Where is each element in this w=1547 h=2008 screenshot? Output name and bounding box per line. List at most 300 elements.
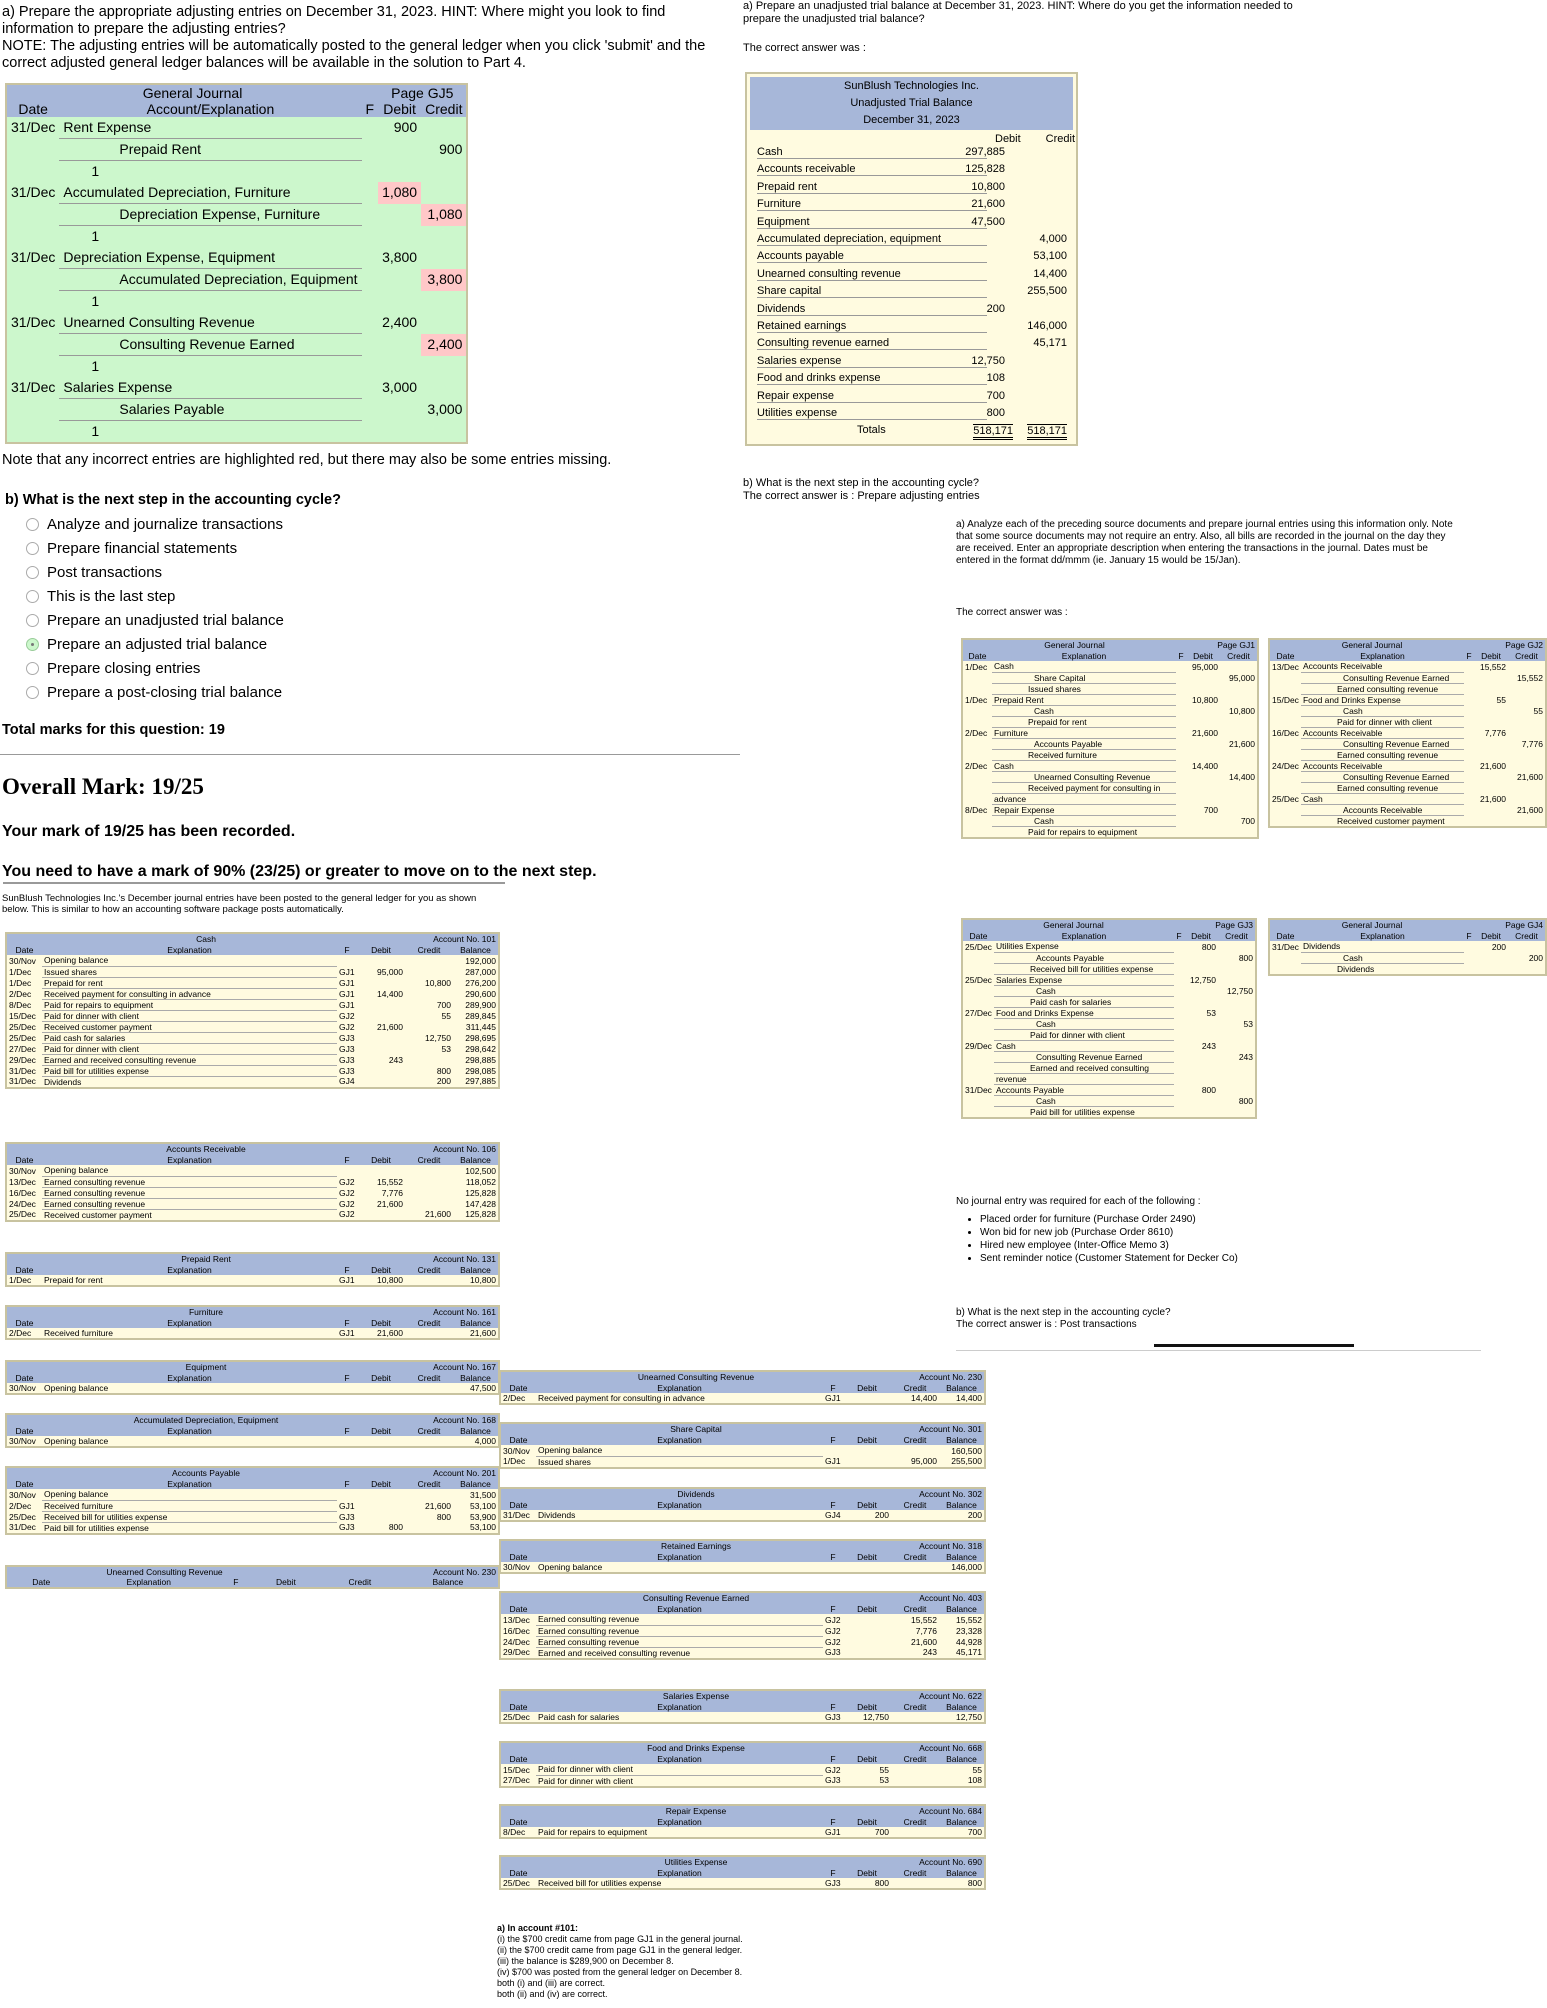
journal-row [962,793,1258,804]
entry-date [6,421,59,444]
post-ref [1464,716,1474,727]
entry-account: Accounts Payable [994,952,1174,963]
debit-account[interactable]: Salaries Expense [59,377,361,399]
ledger-ref: GJ1 [825,1393,841,1403]
entry-description[interactable]: 1 [59,291,361,313]
debit-account[interactable]: Rent Expense [59,117,361,139]
ledger-row [500,1562,985,1573]
credit-amount: 200 [1528,952,1543,963]
posted-note-line: below. This is similar to how an accounting software package posts automatically. [2,904,344,915]
ledger-explanation: Received furniture [42,1500,337,1511]
post-ref [1174,952,1184,963]
ledger-col-expl: Explanation [536,1867,823,1878]
credit-account[interactable]: Prepaid Rent [59,139,361,161]
ledger-balance: 53,100 [470,1500,496,1511]
debit-amount [1474,804,1508,815]
entry-account: Cash [994,1018,1174,1029]
ledger-credit: 21,600 [425,1209,451,1220]
radio-button[interactable] [26,566,39,579]
credit-amount [1508,782,1546,793]
footer-line: (i) the $700 credit came from page GJ1 in the general journal. [497,1934,743,1944]
ledger-account-number: Account No. 201 [405,1467,499,1478]
ledger-debit [357,1165,405,1176]
entry-date[interactable]: 31/Dec [6,377,59,399]
ledger-explanation: Paid for dinner with client [536,1775,823,1787]
entry-account: Cash [992,661,1176,672]
post-ref [1176,782,1186,793]
ledger-credit [405,1165,453,1176]
entry-date: 1/Dec [965,694,988,705]
ledger-explanation: Received bill for utilities expense [536,1878,823,1889]
ledger-account-name: Unearned Consulting Revenue [500,1371,891,1382]
journal-row [1269,815,1546,827]
entry-date[interactable]: 31/Dec [6,312,59,334]
ledger-explanation: Received customer payment [42,1209,337,1221]
ledger-date: 30/Nov [503,1562,530,1572]
ledger-credit [891,1712,939,1723]
entry-account: Paid for dinner with client [994,1029,1174,1040]
debit-amount[interactable]: 900 [378,117,421,139]
ledger-col-date: Date [500,1816,536,1827]
ledger-credit [405,1021,453,1032]
tb-credit: 255,500 [1027,285,1067,298]
post-ref [1174,1040,1184,1051]
ledger-col-expl: Explanation [536,1382,823,1393]
entry-date [962,1029,994,1040]
ledger-explanation: Earned consulting revenue [536,1636,823,1647]
option-item[interactable] [26,560,284,584]
credit-amount[interactable]: 1,080 [421,204,467,226]
ledger-account-name: Salaries Expense [500,1690,891,1701]
radio-button[interactable] [26,590,39,603]
entry-account: Consulting Revenue Earned [1301,738,1464,749]
ledger-row [6,1198,499,1209]
credit-amount: 800 [1238,1095,1253,1106]
ledger-account-number: Account No. 684 [891,1805,985,1816]
ledger-balance: 125,828 [465,1187,496,1198]
totals-label: Totals [857,424,886,437]
ledger-debit [357,1500,405,1511]
journal-row [1269,738,1546,749]
ledger-row [6,1043,499,1054]
credit-account[interactable]: Depreciation Expense, Furniture [59,204,361,226]
entry-account: Earned consulting revenue [1301,683,1464,694]
entry-description[interactable]: 1 [59,421,361,444]
ledger-ref [337,1436,357,1447]
credit-amount [1220,694,1258,705]
ledger-col-date: Date [6,1577,75,1588]
option-label: Prepare financial statements [47,539,238,557]
radio-button[interactable] [26,686,39,699]
ledger-col-date: Date [500,1434,536,1445]
ledger-date: 16/Dec [9,1187,36,1198]
tb-row [757,355,1067,371]
journal-row [962,941,1256,952]
debit-amount: 55 [1496,694,1506,705]
debit-amount [1186,826,1220,838]
ledger-debit: 800 [388,1522,403,1533]
credit-account[interactable]: Accumulated Depreciation, Equipment [59,269,361,291]
journal-row [1269,771,1546,782]
option-item[interactable] [26,680,284,704]
entry-date [962,1106,994,1118]
ledger-balance: 298,885 [465,1054,496,1065]
ledger-date: 30/Nov [9,1165,36,1176]
entry-account: Received customer payment [1301,815,1464,827]
ledger-account-number: Account No. 403 [891,1592,985,1603]
ledger-balance: 276,200 [465,977,496,988]
ledger-debit: 14,400 [377,988,403,999]
tb-account: Share capital [757,285,987,298]
entry-account: Repair Expense [992,804,1176,815]
ledger-date: 8/Dec [9,999,32,1010]
entry-date [6,356,59,378]
credit-amount[interactable]: 900 [421,139,467,161]
ledger-account-name: Prepaid Rent [6,1253,405,1264]
tb-account: Salaries expense [757,355,987,368]
ledger-balance: 297,885 [465,1076,496,1087]
journal-row [962,1095,1256,1106]
ledger-ref [823,1445,843,1456]
tb-row [757,337,1067,353]
entry-date[interactable]: 31/Dec [6,117,59,139]
entry-date: 25/Dec [1272,793,1299,804]
ledger-account-number: Account No. 167 [405,1361,499,1372]
ledger-ref: GJ1 [339,988,355,999]
ledger-account [5,932,500,1089]
ledger-row [6,1328,499,1339]
ledger-col-debit: Debit [843,1551,891,1562]
credit-amount[interactable] [421,377,467,399]
credit-amount [1218,963,1256,974]
option-item[interactable] [26,512,284,536]
option-label: Prepare closing entries [47,659,201,677]
ledger-date: 27/Dec [503,1775,530,1786]
debit-amount[interactable] [378,139,421,161]
journal-debit-row [6,312,467,334]
credit-amount[interactable] [421,117,467,139]
ledger-balance: 4,000 [474,1436,496,1446]
credit-amount [1218,1062,1256,1073]
entry-date[interactable] [6,334,59,356]
credit-amount [1220,683,1258,694]
post-ref [1176,804,1186,815]
ledger-debit [357,955,405,966]
ledger-balance: 102,500 [465,1165,496,1176]
post-ref [1464,661,1474,672]
ledger-explanation: Received payment for consulting in advance [536,1393,823,1404]
credit-amount[interactable]: 3,800 [421,269,467,291]
post-ref [1464,683,1474,694]
debit-amount [1184,1073,1218,1084]
ledger-account-name: Equipment [6,1361,405,1372]
ledger-row [6,1489,499,1500]
ledger-credit [405,1187,453,1198]
ledger-row [500,1878,985,1889]
debit-amount[interactable]: 1,080 [378,182,421,204]
credit-account[interactable]: Salaries Payable [59,399,361,421]
ledger-date: 30/Nov [9,955,36,966]
tb-row [757,198,1067,214]
entry-date [6,291,59,313]
ledger-row [6,1383,499,1394]
entry-account: Utilities Expense [994,941,1174,952]
ledger-col-date: Date [6,1372,42,1383]
credit-account[interactable]: Consulting Revenue Earned [59,334,361,356]
ledger-col-date: Date [500,1551,536,1562]
ledger-account-name: Cash [6,933,405,944]
ledger-row [500,1636,985,1647]
debit-account[interactable]: Unearned Consulting Revenue [59,312,361,334]
entry-description[interactable]: 1 [59,161,361,183]
ledger-balance: 298,695 [465,1032,496,1043]
entry-date[interactable]: 31/Dec [6,247,59,269]
tb-account: Prepaid rent [757,181,987,194]
col-date: Date [6,101,59,117]
journal-row [962,804,1258,815]
journal-title: General Journal [962,919,1184,930]
entry-date[interactable] [6,204,59,226]
credit-amount: 10,800 [1229,705,1255,716]
ledger-row [500,1510,985,1521]
post-ref [362,117,379,139]
ledger-account-number: Account No. 106 [405,1143,499,1154]
entry-date[interactable]: 31/Dec [6,182,59,204]
entry-description[interactable]: 1 [59,356,361,378]
ledger-date: 25/Dec [9,1511,36,1522]
debit-amount [1186,716,1220,727]
entry-account: Paid for repairs to equipment [992,826,1176,838]
post-ref [1174,1062,1184,1073]
post-ref [1176,815,1186,826]
debit-account[interactable]: Accumulated Depreciation, Furniture [59,182,361,204]
ledger-explanation: Paid cash for salaries [536,1712,823,1723]
ledger-row [6,1436,499,1447]
debit-amount[interactable] [378,334,421,356]
radio-button[interactable] [26,638,39,651]
no-entry-item: • Won bid for new job (Purchase Order 8610) [980,1226,1238,1239]
entry-account: Cash [1301,705,1464,716]
entry-date [1269,738,1301,749]
ledger-debit [843,1445,891,1456]
entry-account: Received furniture [992,749,1176,760]
option-item[interactable] [26,608,284,632]
option-item[interactable] [26,656,284,680]
ledger-col-expl: Explanation [42,1478,337,1489]
posted-note [2,893,476,915]
post-ref [362,334,379,356]
entry-account: Cash [1301,952,1464,963]
debit-account[interactable]: Depreciation Expense, Equipment [59,247,361,269]
credit-amount[interactable] [421,247,467,269]
tb-account: Food and drinks expense [757,372,987,385]
total-debit: 518,171 [973,424,1013,440]
ledger-col-expl: Explanation [536,1816,823,1827]
ledger-debit [357,999,405,1010]
tb-credit: 53,100 [1033,250,1067,263]
credit-amount [1508,683,1546,694]
ledger-col-debit: Debit [357,1154,405,1165]
ledger-ref: GJ3 [825,1775,841,1786]
radio-button[interactable] [26,542,39,555]
journal-desc-row [6,161,467,183]
entry-account: Earned consulting revenue [1301,749,1464,760]
credit-amount [1220,749,1258,760]
journal-row [962,1084,1256,1095]
total-credit: 518,171 [1027,424,1067,440]
ledger-account [499,1487,986,1522]
debit-amount[interactable] [378,399,421,421]
radio-button[interactable] [26,614,39,627]
col-date: Date [1269,650,1301,661]
ledger-row [6,1010,499,1021]
ledger-ref: GJ2 [339,1010,355,1021]
ledger-col-debit: Debit [357,1317,405,1328]
post-ref [1174,974,1184,985]
credit-amount[interactable] [421,182,467,204]
ledger-col-balance: Balance [453,1478,499,1489]
ledger-account-name: Food and Drinks Expense [500,1742,891,1753]
entry-date[interactable] [6,399,59,421]
post-ref [1464,771,1474,782]
debit-amount[interactable]: 2,400 [378,312,421,334]
tb-row [757,285,1067,301]
ledger-account [5,1252,500,1287]
debit-amount [1186,672,1220,683]
debit-amount[interactable]: 3,800 [378,247,421,269]
ledger-credit: 14,400 [911,1393,937,1403]
ledger-balance: 44,928 [956,1636,982,1647]
ledger-credit: 7,776 [915,1625,937,1636]
instruction-line: are received. Enter an appropriate description when entering the transactions in the journal. Dates must be [956,543,1428,554]
ledger-explanation: Earned consulting revenue [42,1198,337,1209]
ledger-debit: 700 [874,1827,889,1837]
journal-row [962,974,1256,985]
debit-amount [1186,705,1220,716]
debit-amount[interactable] [378,204,421,226]
entry-date[interactable] [6,139,59,161]
tb-account: Repair expense [757,390,987,403]
tb-account: Accumulated depreciation, equipment [757,233,987,246]
divider [956,1350,1481,1351]
journal-credit-row [6,204,467,226]
debit-amount [1474,716,1508,727]
ledger-ref: GJ1 [339,999,355,1010]
question-a-line: a) Prepare the appropriate adjusting entries on December 31, 2023. HINT: Where might you look to find [2,4,666,20]
ledger-row [6,1165,499,1176]
ledger-account-name: Repair Expense [500,1805,891,1816]
ledger-row [500,1712,985,1723]
credit-amount[interactable]: 2,400 [421,334,467,356]
ledger-balance: 289,845 [465,1010,496,1021]
journal-page: Page GJ4 [1474,919,1546,930]
ledger-credit [891,1878,939,1889]
entry-account: advance [992,793,1176,804]
post-ref [1464,694,1474,705]
ledger-ref: GJ4 [825,1510,841,1520]
tb-credit: 14,400 [1033,267,1067,280]
ledger-balance: 55 [972,1764,982,1775]
ledger-balance: 200 [967,1510,982,1520]
footer-line: (ii) the $700 credit came from page GJ1 in the general ledger. [497,1945,743,1955]
journal-row [962,716,1258,727]
credit-amount [1508,760,1546,771]
credit-amount [1508,815,1546,827]
adjusting-journal [5,83,468,444]
entry-description[interactable]: 1 [59,226,361,248]
col-f: F [1464,930,1474,941]
post-ref [1174,1084,1184,1095]
debit-amount[interactable] [378,269,421,291]
credit-amount: 21,600 [1517,771,1543,782]
tb-debit: 12,750 [971,354,1005,367]
footer-line: both (i) and (iii) are correct. [497,1978,606,1988]
entry-account: Food and Drinks Expense [994,1007,1174,1018]
journal-credit-row [6,139,467,161]
post-ref [1174,1095,1184,1106]
option-label: This is the last step [47,587,176,605]
entry-account: Cash [994,985,1174,996]
radio-button[interactable] [26,662,39,675]
tb-row [757,233,1067,249]
ledger-col-debit: Debit [843,1603,891,1614]
credit-amount [1508,793,1546,804]
journal-debit-row [6,117,467,139]
option-item[interactable] [26,536,284,560]
option-item[interactable] [26,632,284,656]
entry-account: Cash [992,705,1176,716]
ledger-col-balance: Balance [453,1154,499,1165]
ledger-debit: 800 [874,1878,889,1888]
ledger-account [5,1413,500,1448]
ledger-ref: GJ2 [825,1625,841,1636]
ledger-account-number: Account No. 301 [891,1423,985,1434]
ledger-col-expl: Explanation [42,1372,337,1383]
ledger-col-credit: Credit [405,1372,453,1383]
total-marks: Total marks for this question: 19 [2,722,225,738]
entry-date [1269,963,1301,975]
credit-amount: 95,000 [1229,672,1255,683]
journal-row [1269,952,1546,963]
radio-button[interactable] [26,518,39,531]
ledger-col-expl: Explanation [42,1154,337,1165]
debit-amount [1474,683,1508,694]
company-name: SunBlush Technologies Inc. [844,80,979,92]
answer-line: The correct answer is : Prepare adjusting entries [743,490,980,502]
credit-amount: 700 [1240,815,1255,826]
post-ref [362,312,379,334]
ledger-col-credit: Credit [891,1867,939,1878]
entry-date: 15/Dec [1272,694,1299,705]
ledger-col-date: Date [6,1317,42,1328]
ledger-date: 31/Dec [503,1510,530,1520]
credit-amount[interactable]: 3,000 [421,399,467,421]
post-ref [1464,705,1474,716]
ledger-credit: 800 [436,1511,451,1522]
ledger-debit: 200 [874,1510,889,1520]
ledger-account-name: Accumulated Depreciation, Equipment [6,1414,405,1425]
entry-date[interactable] [6,269,59,291]
option-item[interactable] [26,584,284,608]
ledger-ref: GJ2 [339,1176,355,1187]
credit-amount[interactable] [421,312,467,334]
post-ref [362,269,379,291]
entry-date: 2/Dec [965,727,988,738]
journal-row [1269,963,1546,975]
journal-row [962,815,1258,826]
ledger-credit [405,1054,453,1065]
debit-amount[interactable]: 3,000 [378,377,421,399]
